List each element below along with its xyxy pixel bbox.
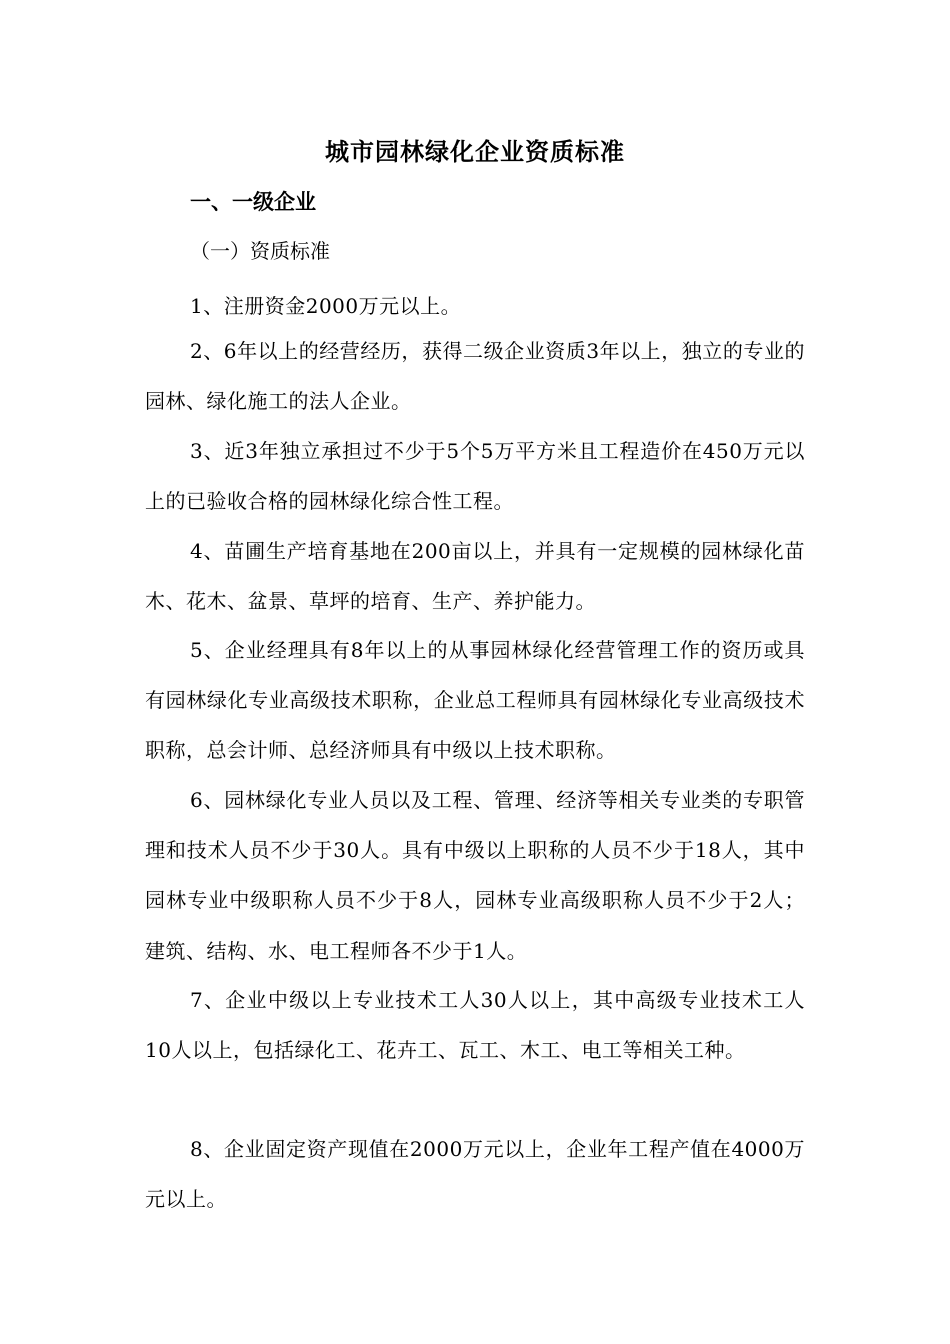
paragraph-text: 6、园林绿化专业人员以及工程、管理、经济等相关专业类的专职管理和技术人员不少于30人。具有中级以上职称的人员不少于18人，其中园林专业中级职称人员不少于8人，园林专业高级职称人员不少于2人；建筑、结构、水、电工程师各不少于1人。 [145, 788, 805, 963]
paragraph-8 [145, 1124, 805, 1224]
paragraph-text: 3、近3年独立承担过不少于5个5万平方米且工程造价在450万元以上的已验收合格的园林绿化综合性工程。 [145, 439, 805, 514]
paragraph-5 [145, 625, 805, 776]
paragraph-7 [145, 975, 805, 1075]
section-heading: 一、一级企业 [190, 189, 316, 214]
paragraph-2 [145, 326, 805, 426]
paragraph-text: 7、企业中级以上专业技术工人30人以上，其中高级专业技术工人10人以上，包括绿化工、花卉工、瓦工、木工、电工等相关工种。 [145, 988, 805, 1063]
paragraph-text: 4、苗圃生产培育基地在200亩以上，并具有一定规模的园林绿化苗木、花木、盆景、草坪的培育、生产、养护能力。 [145, 539, 805, 614]
paragraph-1 [145, 281, 805, 331]
paragraph-4 [145, 526, 805, 626]
document-title: 城市园林绿化企业资质标准 [325, 137, 625, 166]
paragraph-text: 8、企业固定资产现值在2000万元以上，企业年工程产值在4000万元以上。 [145, 1137, 805, 1212]
paragraph-text: 1、注册资金2000万元以上。 [190, 294, 462, 318]
paragraph-text: 5、企业经理具有8年以上的从事园林绿化经营管理工作的资历或具有园林绿化专业高级技术职称，企业总工程师具有园林绿化专业高级技术职称，总会计师、总经济师具有中级以上技术职称。 [145, 638, 805, 763]
paragraph-3 [145, 426, 805, 526]
paragraph-text: 2、6年以上的经营经历，获得二级企业资质3年以上，独立的专业的园林、绿化施工的法人企业。 [145, 339, 805, 414]
subsection-heading: （一）资质标准 [190, 239, 330, 263]
paragraph-6 [145, 775, 805, 976]
